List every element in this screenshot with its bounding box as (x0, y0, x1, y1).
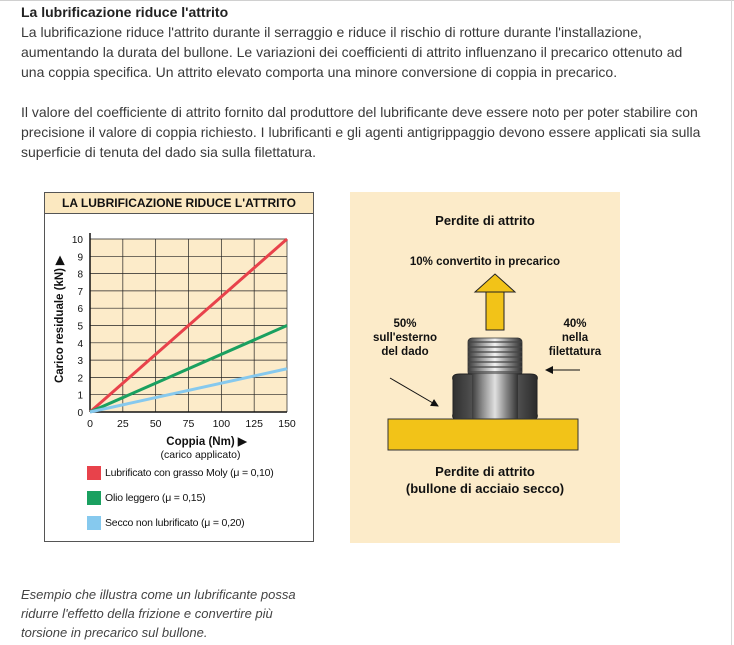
y-tick-label: 1 (77, 390, 83, 402)
legend-swatch-oil (87, 491, 101, 505)
label-line: del dado (381, 346, 429, 358)
caption-line: torsione in precarico sul bullone. (21, 625, 208, 640)
legend-label: Olio leggero (μ = 0,15) (105, 492, 206, 504)
left-pointer-arrow (390, 378, 438, 406)
caption-line: Esempio che illustra come un lubrificante possa (21, 587, 296, 602)
intro-paragraph (21, 22, 682, 82)
y-tick-label: 5 (77, 321, 83, 333)
x-tick-label: 150 (278, 418, 296, 430)
x-tick-label: 50 (149, 418, 162, 430)
right-divider (731, 0, 732, 645)
bolt-thread (468, 338, 522, 376)
paragraph-line: una coppia specifica. Un attrito elevato comporta una minore conversione di coppia in precarico. (21, 64, 618, 80)
x-tick-label: 125 (245, 418, 263, 430)
right-loss-label (535, 317, 615, 359)
bottom-title-line: (bullone di acciaio secco) (405, 481, 565, 496)
nut (453, 374, 538, 420)
left-loss-label (350, 317, 460, 359)
paragraph-line: superficie di tenuta del dado sia sulla filettatura. (21, 144, 316, 160)
y-tick-label: 3 (77, 356, 83, 368)
label-line: sull'esterno (372, 332, 438, 344)
label-line: 40% (563, 318, 587, 330)
legend-swatch-dry (87, 516, 101, 530)
x-axis-sublabel: (carico applicato) (160, 449, 241, 461)
label-line: filettatura (548, 346, 602, 358)
y-tick-label: 8 (77, 269, 83, 281)
label-line: nella (561, 332, 589, 344)
friction-diagram (350, 192, 620, 543)
chart-plot (45, 193, 313, 541)
label-line: 50% (393, 318, 417, 330)
paragraph-line: Il valore del coefficiente di attrito fornito dal produttore del lubrificante deve essere noto per poter stabilire con (21, 104, 698, 120)
legend-label: Lubrificato con grasso Moly (μ = 0,10) (105, 467, 274, 479)
chart-title: LA LUBRIFICAZIONE RIDUCE L'ATTRITO (45, 193, 313, 214)
y-tick-label: 6 (77, 304, 83, 316)
friction-chart (44, 192, 314, 542)
y-tick-label: 4 (77, 338, 83, 350)
x-axis-label: Coppia (Nm) ▶ (166, 436, 247, 448)
paragraph-line: La lubrificazione riduce l'attrito durante il serraggio e riduce il rischio di rotture durante l'installazione, (21, 24, 642, 40)
y-tick-label: 10 (71, 235, 83, 246)
figure-caption (21, 585, 296, 642)
diagram-bottom-title (350, 463, 620, 497)
x-tick-label: 75 (182, 418, 195, 430)
second-paragraph (21, 102, 700, 162)
y-tick-label: 9 (77, 252, 83, 264)
y-tick-label: 2 (77, 373, 83, 385)
x-tick-label: 0 (87, 418, 93, 430)
legend-swatch-moly (87, 466, 101, 480)
diagram-title-top: Perdite di attrito (435, 213, 535, 228)
paragraph-line: precisione il valore di coppia richiesto. I lubrificanti e gli agenti antigrippaggio devono essere applicati sia sulla (21, 124, 701, 140)
clamp-plate (388, 419, 578, 450)
y-tick-label: 7 (77, 286, 83, 298)
article-title: La lubrificazione riduce l'attrito (21, 4, 229, 20)
paragraph-line: aumentando la durata del bullone. Le variazioni dei coefficienti di attrito influenzano il precarico ottenuto ad (21, 44, 683, 60)
legend-label: Secco non lubrificato (μ = 0,20) (105, 517, 245, 529)
arrow-label: 10% convertito in precarico (409, 256, 561, 268)
caption-line: ridurre l'effetto della frizione e convertire più (21, 606, 273, 621)
precarico-arrow (475, 274, 515, 330)
y-axis-label: Carico residuale (kN) ▶ (54, 255, 66, 384)
bottom-title-line: Perdite di attrito (435, 464, 535, 479)
top-divider (0, 0, 734, 1)
x-tick-label: 100 (212, 418, 231, 430)
x-tick-label: 25 (116, 418, 129, 430)
y-tick-label: 0 (77, 408, 83, 419)
